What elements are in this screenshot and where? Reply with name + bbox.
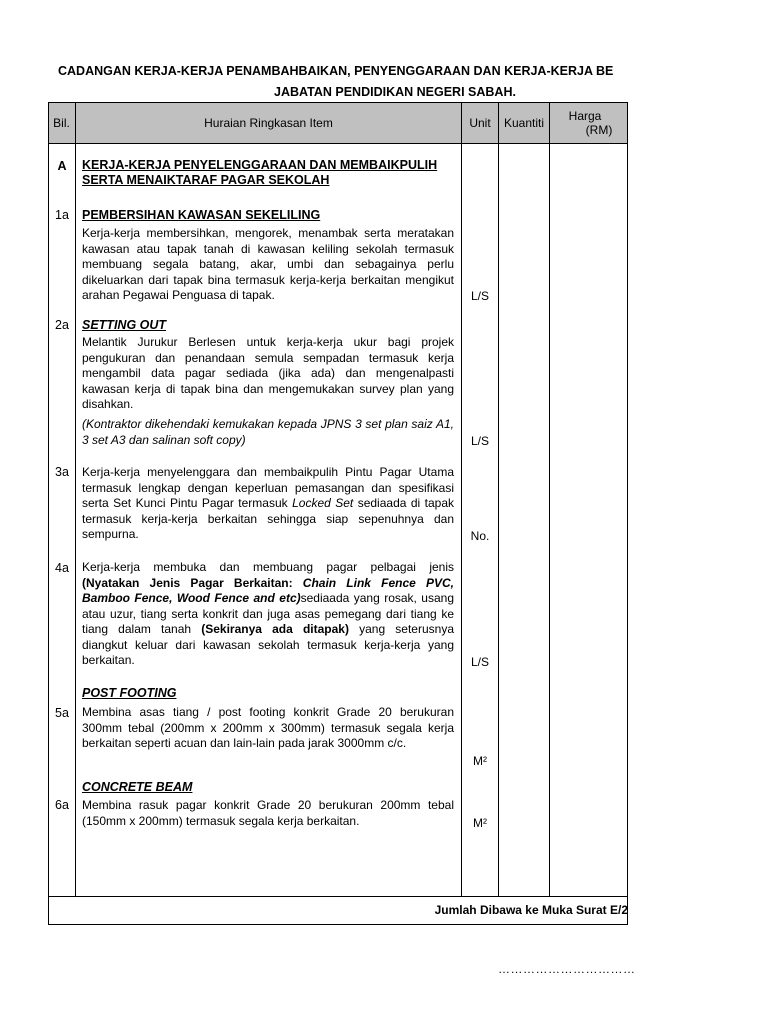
item-bil: 6a <box>55 798 69 812</box>
header-harga-label: Harga <box>568 109 602 123</box>
item-description: Melantik Jurukur Berlesen untuk kerja-kerja ukur bagi projek pengukuran dan penandaan semula sempadan termasuk kerja mengambil data pagar sediada (jika ada) dan mengenalpasti kawasan kerja di tapak bina dan mengemukakan survey plan yang disahkan. <box>82 335 454 411</box>
document-title-line-2: JABATAN PENDIDIKAN NEGERI SABAH. <box>274 85 516 99</box>
item-unit: M² <box>473 754 487 768</box>
item-description: Kerja-kerja menyelenggara dan membaikpulih Pintu Pagar Utama termasuk lengkap dengan keperluan pemasangan dan spesifikasi serta Set Kunci Pintu Pagar termasuk Locked Set sediaada di tapak termasuk kerja-kerja berkaitan sehingga siap sepenuhnya dan sempurna. <box>82 465 455 541</box>
item-bil: 2a <box>55 318 69 332</box>
column-divider <box>549 102 550 896</box>
carried-forward-total: Jumlah Dibawa ke Muka Surat E/2 <box>434 903 628 917</box>
header-harga-unit: (RM) <box>585 123 613 137</box>
signature-line: …………………………… <box>498 962 636 976</box>
item-unit: No. <box>470 529 490 543</box>
item-heading: CONCRETE BEAM <box>82 780 193 794</box>
item-unit: L/S <box>470 434 489 448</box>
item-description: Kerja-kerja membersihkan, mengorek, menambak serta meratakan kawasan atau tapak tanah di kawasan keliling sekolah termasuk membuang segala batang, akar, umbi dan sebagainya perlu dikeluarkan dari tapak bina termasuk kerja-kerja berkaitan mengikut arahan Pegawai Penguasa di tapak. <box>82 226 454 302</box>
item-description: Membina rasuk pagar konkrit Grade 20 berukuran 200mm tebal (150mm x 200mm) termasuk segala kerja berkaitan. <box>82 798 454 828</box>
item-unit: L/S <box>470 289 489 303</box>
item-bil: 4a <box>55 561 69 575</box>
item-heading: POST FOOTING <box>82 686 177 700</box>
header-huraian: Huraian Ringkasan Item <box>204 116 333 130</box>
header-unit: Unit <box>469 116 491 130</box>
item-note: (Kontraktor dikehendaki kemukakan kepada JPNS 3 set plan saiz A1, 3 set A3 dan salinan soft copy) <box>82 417 454 447</box>
item-bil: 3a <box>55 465 69 479</box>
section-heading-line-2: SERTA MENAIKTARAF PAGAR SEKOLAH <box>82 173 330 187</box>
item-heading: PEMBERSIHAN KAWASAN SEKELILING <box>82 208 321 222</box>
section-heading-line-1: KERJA-KERJA PENYELENGGARAAN DAN MEMBAIKPULIH <box>82 158 438 172</box>
table-footer-divider <box>48 896 628 897</box>
item-heading: SETTING OUT <box>82 318 167 332</box>
header-harga <box>550 102 628 144</box>
section-bil: A <box>57 159 67 173</box>
document-title-line-1: CADANGAN KERJA-KERJA PENAMBAHBAIKAN, PENYENGGARAAN DAN KERJA-KERJA BE <box>58 64 614 78</box>
column-divider <box>498 102 499 896</box>
item-unit: L/S <box>470 655 489 669</box>
header-kuantiti: Kuantiti <box>503 116 545 130</box>
header-bil: Bil. <box>53 116 70 130</box>
item-description: Membina asas tiang / post footing konkrit Grade 20 berukuran 300mm tebal (200mm x 200mm x 300mm) termasuk segala kerja berkaitan seperti acuan dan lain-lain pada jarak 3000mm c/c. <box>82 705 454 750</box>
item-unit: M² <box>473 816 487 830</box>
item-bil: 1a <box>55 208 69 222</box>
item-bil: 5a <box>55 706 69 720</box>
item-description: Kerja-kerja membuka dan membuang pagar pelbagai jenis (Nyatakan Jenis Pagar Berkaitan: Chain Link Fence PVC, Bamboo Fence, Wood Fence and etc)sediaada yang rosak, usang atau uzur, tiang serta konkrit dan juga asas pemegang dari tiang ke tiang dalam tanah (Sekiranya ada ditapak) yang seterusnya diangkut keluar dari kawasan sekolah termasuk kerja-kerja yang berkaitan. <box>82 560 454 667</box>
